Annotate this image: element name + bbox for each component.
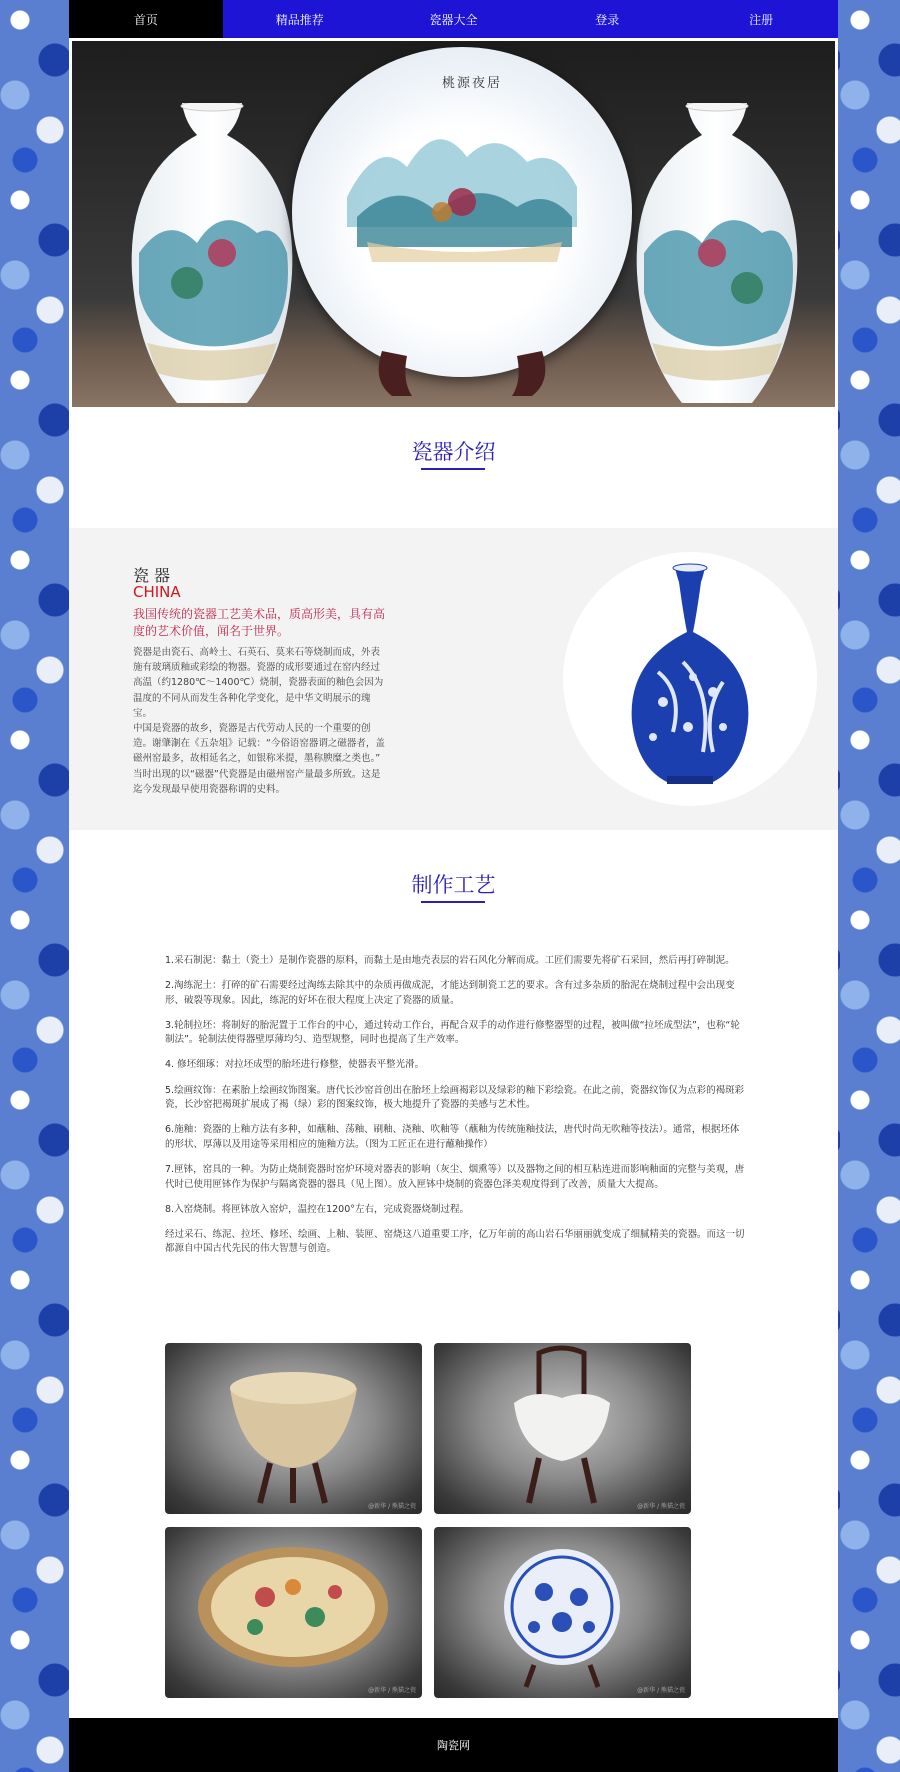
craft-section-title: 制作工艺 [411, 873, 496, 897]
plate-inscription: 桃源夜居 [442, 76, 503, 91]
left-vase-image [127, 103, 297, 403]
bowl-photo-4 [434, 1527, 691, 1698]
plate-stand [362, 341, 562, 401]
craft-step: 1.采石制泥：黏土（瓷土）是制作瓷器的原料，而黏土是由地壳表层的岩石风化分解而成。工匠们需要先将矿石采回，然后再打碎制泥。 [165, 955, 735, 966]
footer-text: 陶瓷网 [437, 1739, 470, 1752]
bowl-photo-2 [434, 1343, 691, 1514]
craft-step: 5.绘画纹饰：在素胎上绘画纹饰图案。唐代长沙窑首创出在胎坯上绘画褐彩以及绿彩的釉下彩绘瓷。在此之前，瓷器纹饰仅为点彩的褐斑彩瓷，长沙窑把褐斑扩展成了褐（绿）彩的图案纹饰，极大地提升了瓷器的美感与艺术性。 [165, 1084, 745, 1111]
intro-title-underline [421, 468, 485, 470]
intro-title-cn: 瓷器 [133, 566, 176, 585]
craft-step: 6.施釉：瓷器的上釉方法有多种，如蘸釉、荡釉、刷釉、浇釉、吹釉等（蘸釉为传统施釉技法，唐代时尚无吹釉等技法）。通常，根据坯体的形状、厚薄以及用途等采用相应的施釉方法。（图为工匠正在进行蘸釉操作） [165, 1124, 740, 1150]
intro-band [69, 528, 838, 830]
decorative-plate-image [292, 47, 632, 377]
bowl-photo-3 [165, 1527, 422, 1698]
craft-steps [165, 954, 745, 1267]
photo-watermark: @新华 / 熊猫之瓷 [368, 1503, 416, 1510]
craft-summary: 经过采石、练泥、拉坯、修坯、绘画、上釉、装匣、窑烧这八道重要工序，亿万年前的高山岩石华丽丽就变成了细腻精美的瓷器。而这一切都源自中国古代先民的伟大智慧与创造。 [165, 1228, 745, 1255]
top-nav [69, 0, 838, 38]
nav-porcelain-catalog[interactable]: 瓷器大全 [429, 12, 478, 27]
bowl-photo-1 [165, 1343, 422, 1514]
craft-step: 7.匣钵，窑具的一种。为防止烧制瓷器时窑炉环境对器表的影响（灰尘、烟熏等）以及器物之间的相互粘连进而影响釉面的完整与美观，唐代时已使用匣钵作为保护与隔离瓷器的器具（见上图）。放入匣钵中烧制的瓷器色泽美观度得到了改善，质量大大提高。 [165, 1163, 745, 1190]
craft-title-underline [421, 901, 485, 903]
right-vase-image [632, 103, 802, 403]
craft-step: 2.淘练泥土：打碎的矿石需要经过淘练去除其中的杂质再做成泥，才能达到制瓷工艺的要求。含有过多杂质的胎泥在烧制过程中会出现变形、破裂等现象。因此，练泥的好坏在很大程度上决定了瓷器的质量。 [165, 980, 735, 1006]
photo-watermark: @新华 / 熊猫之瓷 [637, 1687, 685, 1694]
nav-featured[interactable]: 精品推荐 [275, 12, 324, 27]
footer [69, 1718, 838, 1772]
intro-title-en: CHINA [133, 583, 181, 601]
intro-body [133, 645, 388, 797]
nav-register[interactable]: 注册 [749, 12, 774, 27]
intro-paragraph: 中国是瓷器的故乡，瓷器是古代劳动人民的一个重要的创造。谢肇淛在《五杂俎》记载：“今俗语窑器谓之磁器者，盖磁州窑最多，故相延名之，如银称米提，墨称腴糜之类也。” 当时出现的以“磁器”代瓷器是由磁州窑产量最多所致。这是迄今发现最早使用瓷器称谓的史料。 [133, 723, 385, 795]
nav-login[interactable]: 登录 [595, 12, 620, 27]
white-lotus-bowl-illustration [434, 1343, 691, 1514]
landscape-painting [347, 117, 577, 267]
tan-bowl-illustration [165, 1343, 422, 1514]
craft-step: 4. 修坯细琢：对拉坯成型的胎坯进行修整，使器表平整光滑。 [165, 1059, 425, 1071]
craft-step: 3.轮制拉坯：将制好的胎泥置于工作台的中心，通过转动工作台，再配合双手的动作进行修整器型的过程，被叫做“拉坯成型法”，也称“轮制法”。轮制法使得器壁厚薄均匀、造型规整，同时也提高了生产效率。 [165, 1019, 740, 1046]
intro-section-title: 瓷器介绍 [411, 440, 496, 464]
intro-lead: 我国传统的瓷器工艺美术品，质高形美，具有高度的艺术价值，闻名于世界。 [133, 607, 386, 638]
photo-watermark: @新华 / 熊猫之瓷 [368, 1687, 416, 1694]
nav-home[interactable]: 首页 [69, 0, 223, 38]
famille-rose-bowl-illustration [165, 1527, 422, 1698]
blue-white-plate-illustration [434, 1527, 691, 1698]
photo-watermark: @新华 / 熊猫之瓷 [637, 1503, 685, 1510]
hero-banner-image [72, 41, 835, 407]
craft-step: 8.入窑烧制。将匣钵放入窑炉，温控在1200°左右，完成瓷器烧制过程。 [165, 1203, 469, 1215]
blue-vase-illustration [563, 552, 817, 806]
blue-white-vase-image [563, 552, 817, 806]
page [69, 0, 838, 1772]
intro-paragraph: 瓷器是由瓷石、高岭土、石英石、莫来石等烧制而成，外表施有玻璃质釉或彩绘的物器。瓷器的成形要通过在窑内经过高温（约1280℃～1400℃）烧制，瓷器表面的釉色会因为温度的不同从而发生各种化学变化，是中华文明展示的瑰宝。 [133, 647, 384, 719]
